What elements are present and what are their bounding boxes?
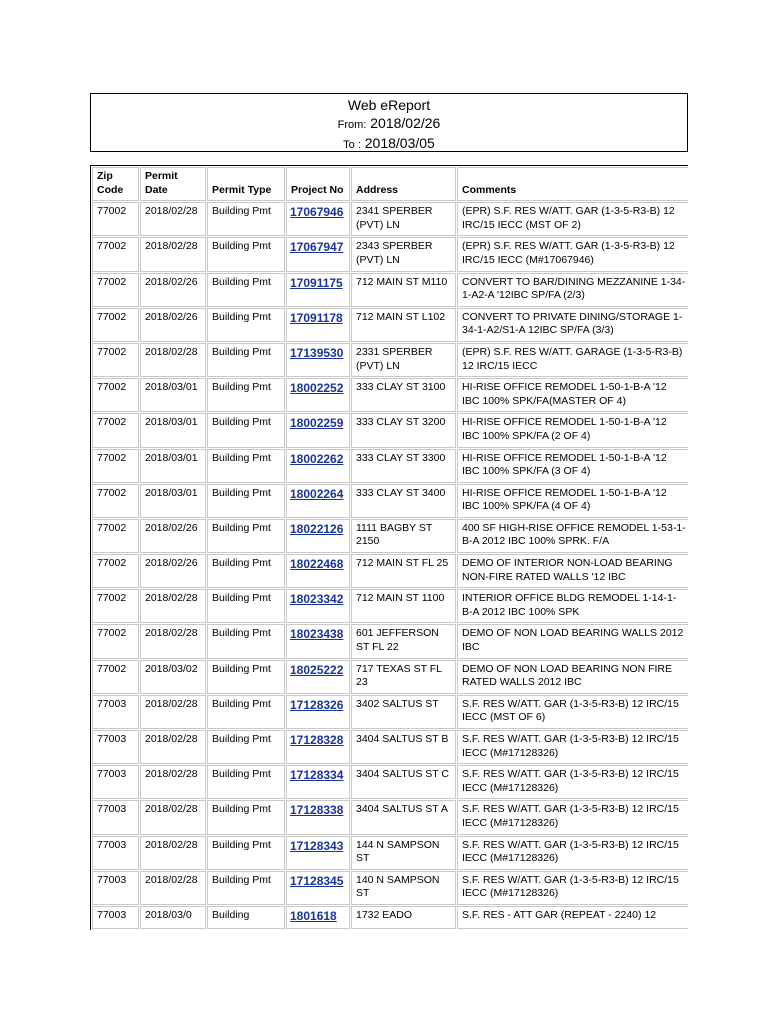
cell-comments: HI-RISE OFFICE REMODEL 1-50-1-B-A '12 IBC 100% SPK/FA(MASTER OF 4) [457, 378, 688, 412]
cell-address: 601 JEFFERSON ST FL 22 [351, 624, 456, 658]
table-row [92, 624, 688, 658]
col-header-zip: Zip Code [92, 167, 139, 201]
cell-permit-date: 2018/02/28 [140, 871, 206, 905]
project-number-link[interactable]: 17139530 [290, 345, 344, 360]
cell-permit-date: 2018/03/02 [140, 660, 206, 694]
cell-permit-date: 2018/02/28 [140, 730, 206, 764]
permit-table [90, 165, 688, 930]
cell-permit-type: Building Pmt [207, 378, 285, 412]
cell-address: 3402 SALTUS ST [351, 695, 456, 729]
cell-permit-type: Building Pmt [207, 871, 285, 905]
cell-address: 333 CLAY ST 3200 [351, 413, 456, 447]
col-header-comments: Comments [457, 167, 688, 201]
cell-address: 3404 SALTUS ST B [351, 730, 456, 764]
cell-permit-date: 2018/02/28 [140, 237, 206, 271]
project-number-link[interactable]: 18025222 [290, 662, 344, 677]
cell-permit-date: 2018/02/28 [140, 589, 206, 623]
table-row [92, 554, 688, 588]
cell-permit-type: Building Pmt [207, 624, 285, 658]
cell-address: 333 CLAY ST 3400 [351, 484, 456, 518]
project-number-link[interactable]: 17067947 [290, 240, 344, 255]
cell-address: 3404 SALTUS ST C [351, 765, 456, 799]
cell-address: 2343 SPERBER (PVT) LN [351, 237, 456, 271]
cell-comments: DEMO OF NON LOAD BEARING WALLS 2012 IBC [457, 624, 688, 658]
cell-comments: (EPR) S.F. RES W/ATT. GAR (1-3-5-R3-B) 12 IRC/15 IECC (MST OF 2) [457, 202, 688, 236]
table-row [92, 449, 688, 483]
cell-permit-date: 2018/02/26 [140, 554, 206, 588]
cell-zip-code: 77003 [92, 765, 139, 799]
table-row [92, 589, 688, 623]
cell-project-no [286, 836, 350, 870]
table-row [92, 730, 688, 764]
cell-permit-type: Building Pmt [207, 836, 285, 870]
cell-project-no [286, 660, 350, 694]
cell-project-no [286, 449, 350, 483]
cell-project-no [286, 871, 350, 905]
cell-project-no [286, 273, 350, 307]
cell-zip-code: 77003 [92, 800, 139, 834]
project-number-link[interactable]: 17128326 [290, 697, 344, 712]
cell-permit-date: 2018/03/01 [140, 484, 206, 518]
cell-permit-type: Building Pmt [207, 273, 285, 307]
project-number-link[interactable]: 17067946 [290, 205, 344, 220]
table-row [92, 836, 688, 870]
cell-permit-type: Building Pmt [207, 343, 285, 377]
cell-permit-type: Building [207, 906, 285, 929]
project-number-link[interactable]: 1801618 [290, 908, 337, 923]
to-date: 2018/03/05 [364, 135, 435, 151]
cell-comments: S.F. RES W/ATT. GAR (1-3-5-R3-B) 12 IRC/15 IECC (M#17128326) [457, 765, 688, 799]
table-row [92, 378, 688, 412]
cell-comments: S.F. RES - ATT GAR (REPEAT - 2240) 12 [457, 906, 688, 929]
cell-address: 333 CLAY ST 3100 [351, 378, 456, 412]
cell-address: 144 N SAMPSON ST [351, 836, 456, 870]
project-number-link[interactable]: 17091175 [290, 275, 343, 290]
cell-permit-date: 2018/02/26 [140, 519, 206, 553]
cell-comments: S.F. RES W/ATT. GAR (1-3-5-R3-B) 12 IRC/15 IECC (M#17128326) [457, 730, 688, 764]
cell-project-no [286, 202, 350, 236]
cell-zip-code: 77002 [92, 378, 139, 412]
cell-comments: CONVERT TO PRIVATE DINING/STORAGE 1-34-1-A2/S1-A 12IBC SP/FA (3/3) [457, 308, 688, 342]
table-row [92, 308, 688, 342]
cell-address: 712 MAIN ST 1100 [351, 589, 456, 623]
cell-comments: S.F. RES W/ATT. GAR (1-3-5-R3-B) 12 IRC/15 IECC (M#17128326) [457, 871, 688, 905]
project-number-link[interactable]: 18022468 [290, 557, 344, 572]
project-number-link[interactable]: 17128345 [290, 873, 344, 888]
cell-permit-date: 2018/02/28 [140, 800, 206, 834]
cell-permit-type: Building Pmt [207, 237, 285, 271]
cell-permit-date: 2018/02/28 [140, 695, 206, 729]
cell-permit-date: 2018/02/26 [140, 273, 206, 307]
cell-project-no [286, 519, 350, 553]
cell-comments: 400 SF HIGH-RISE OFFICE REMODEL 1-53-1-B-A 2012 IBC 100% SPRK. F/A [457, 519, 688, 553]
cell-permit-date: 2018/03/01 [140, 413, 206, 447]
cell-permit-date: 2018/02/28 [140, 202, 206, 236]
cell-permit-type: Building Pmt [207, 519, 285, 553]
cell-zip-code: 77003 [92, 906, 139, 929]
table-row [92, 906, 688, 929]
cell-permit-type: Building Pmt [207, 484, 285, 518]
cell-address: 2331 SPERBER (PVT) LN [351, 343, 456, 377]
cell-zip-code: 77002 [92, 413, 139, 447]
cell-project-no [286, 765, 350, 799]
cell-permit-date: 2018/03/01 [140, 449, 206, 483]
report-header [90, 93, 688, 152]
cell-permit-type: Building Pmt [207, 730, 285, 764]
table-row [92, 695, 688, 729]
table-header-row [92, 167, 688, 201]
cell-comments: (EPR) S.F. RES W/ATT. GAR (1-3-5-R3-B) 12 IRC/15 IECC (M#17067946) [457, 237, 688, 271]
cell-project-no [286, 800, 350, 834]
cell-permit-date: 2018/03/01 [140, 378, 206, 412]
cell-permit-date: 2018/02/28 [140, 343, 206, 377]
cell-address: 3404 SALTUS ST A [351, 800, 456, 834]
cell-address: 712 MAIN ST L102 [351, 308, 456, 342]
cell-zip-code: 77002 [92, 308, 139, 342]
table-row [92, 871, 688, 905]
table-row [92, 343, 688, 377]
cell-address: 717 TEXAS ST FL 23 [351, 660, 456, 694]
from-label: From: [337, 119, 367, 131]
cell-address: 712 MAIN ST FL 25 [351, 554, 456, 588]
table-row [92, 484, 688, 518]
report-title: Web eReport [347, 97, 431, 113]
cell-zip-code: 77002 [92, 237, 139, 271]
cell-project-no [286, 484, 350, 518]
cell-zip-code: 77003 [92, 695, 139, 729]
cell-permit-type: Building Pmt [207, 765, 285, 799]
cell-project-no [286, 378, 350, 412]
cell-permit-type: Building Pmt [207, 554, 285, 588]
cell-project-no [286, 413, 350, 447]
date-from-line [91, 114, 687, 134]
cell-permit-type: Building Pmt [207, 449, 285, 483]
cell-zip-code: 77002 [92, 624, 139, 658]
project-number-link[interactable]: 18023342 [290, 592, 344, 607]
project-number-link[interactable]: 18002262 [290, 451, 344, 466]
project-number-link[interactable]: 18023438 [290, 627, 344, 642]
from-date: 2018/02/26 [370, 115, 441, 131]
cell-comments: S.F. RES W/ATT. GAR (1-3-5-R3-B) 12 IRC/15 IECC (MST OF 6) [457, 695, 688, 729]
project-number-link[interactable]: 17128338 [290, 803, 344, 818]
cell-comments: DEMO OF INTERIOR NON-LOAD BEARING NON-FIRE RATED WALLS '12 IBC [457, 554, 688, 588]
cell-permit-type: Building Pmt [207, 800, 285, 834]
cell-zip-code: 77002 [92, 589, 139, 623]
cell-permit-date: 2018/02/26 [140, 308, 206, 342]
cell-zip-code: 77002 [92, 202, 139, 236]
table-row [92, 800, 688, 834]
cell-permit-type: Building Pmt [207, 589, 285, 623]
cell-permit-date: 2018/02/28 [140, 624, 206, 658]
cell-address: 712 MAIN ST M110 [351, 273, 456, 307]
cell-project-no [286, 554, 350, 588]
cell-comments: S.F. RES W/ATT. GAR (1-3-5-R3-B) 12 IRC/15 IECC (M#17128326) [457, 800, 688, 834]
cell-zip-code: 77002 [92, 554, 139, 588]
project-number-link[interactable]: 17128343 [290, 838, 344, 853]
cell-permit-date: 2018/03/0 [140, 906, 206, 929]
cell-zip-code: 77002 [92, 273, 139, 307]
cell-project-no [286, 589, 350, 623]
cell-zip-code: 77002 [92, 660, 139, 694]
cell-permit-date: 2018/02/28 [140, 765, 206, 799]
table-row [92, 413, 688, 447]
cell-comments: S.F. RES W/ATT. GAR (1-3-5-R3-B) 12 IRC/15 IECC (M#17128326) [457, 836, 688, 870]
col-header-project: Project No [286, 167, 350, 201]
table-row [92, 237, 688, 271]
col-header-address: Address [351, 167, 456, 201]
project-number-link[interactable]: 18002259 [290, 416, 344, 431]
cell-project-no [286, 624, 350, 658]
cell-zip-code: 77003 [92, 836, 139, 870]
project-number-link[interactable]: 17128334 [290, 768, 344, 783]
cell-project-no [286, 308, 350, 342]
cell-comments: INTERIOR OFFICE BLDG REMODEL 1-14-1-B-A 2012 IBC 100% SPK [457, 589, 688, 623]
date-to-line [91, 134, 687, 154]
cell-zip-code: 77002 [92, 484, 139, 518]
cell-permit-type: Building Pmt [207, 695, 285, 729]
cell-project-no [286, 237, 350, 271]
cell-permit-type: Building Pmt [207, 660, 285, 694]
cell-zip-code: 77002 [92, 519, 139, 553]
cell-project-no [286, 906, 350, 929]
cell-comments: HI-RISE OFFICE REMODEL 1-50-1-B-A '12 IBC 100% SPK/FA (2 OF 4) [457, 413, 688, 447]
cell-zip-code: 77002 [92, 449, 139, 483]
cell-project-no [286, 343, 350, 377]
cell-permit-date: 2018/02/28 [140, 836, 206, 870]
table-row [92, 519, 688, 553]
cell-zip-code: 77003 [92, 730, 139, 764]
project-number-link[interactable]: 18002252 [290, 381, 344, 396]
table-row [92, 765, 688, 799]
col-header-type: Permit Type [207, 167, 285, 201]
cell-project-no [286, 695, 350, 729]
cell-permit-type: Building Pmt [207, 308, 285, 342]
permit-table-wrapper [90, 165, 688, 930]
cell-address: 1732 EADO [351, 906, 456, 929]
cell-address: 1111 BAGBY ST 2150 [351, 519, 456, 553]
project-number-link[interactable]: 18002264 [290, 486, 344, 501]
cell-comments: DEMO OF NON LOAD BEARING NON FIRE RATED WALLS 2012 IBC [457, 660, 688, 694]
cell-zip-code: 77002 [92, 343, 139, 377]
cell-address: 140 N SAMPSON ST [351, 871, 456, 905]
cell-permit-type: Building Pmt [207, 202, 285, 236]
col-header-date: Permit Date [140, 167, 206, 201]
cell-address: 2341 SPERBER (PVT) LN [351, 202, 456, 236]
table-row [92, 202, 688, 236]
cell-project-no [286, 730, 350, 764]
project-number-link[interactable]: 17128328 [290, 733, 344, 747]
table-row [92, 273, 688, 307]
project-number-link[interactable]: 18022126 [290, 521, 344, 536]
to-label: To : [343, 139, 361, 151]
cell-comments: (EPR) S.F. RES W/ATT. GARAGE (1-3-5-R3-B) 12 IRC/15 IECC [457, 343, 688, 377]
cell-comments: HI-RISE OFFICE REMODEL 1-50-1-B-A '12 IBC 100% SPK/FA (4 OF 4) [457, 484, 688, 518]
cell-permit-type: Building Pmt [207, 413, 285, 447]
table-row [92, 660, 688, 694]
cell-comments: HI-RISE OFFICE REMODEL 1-50-1-B-A '12 IBC 100% SPK/FA (3 OF 4) [457, 449, 688, 483]
project-number-link[interactable]: 17091178 [290, 310, 343, 325]
cell-zip-code: 77003 [92, 871, 139, 905]
cell-comments: CONVERT TO BAR/DINING MEZZANINE 1-34-1-A2-A '12IBC SP/FA (2/3) [457, 273, 688, 307]
cell-address: 333 CLAY ST 3300 [351, 449, 456, 483]
